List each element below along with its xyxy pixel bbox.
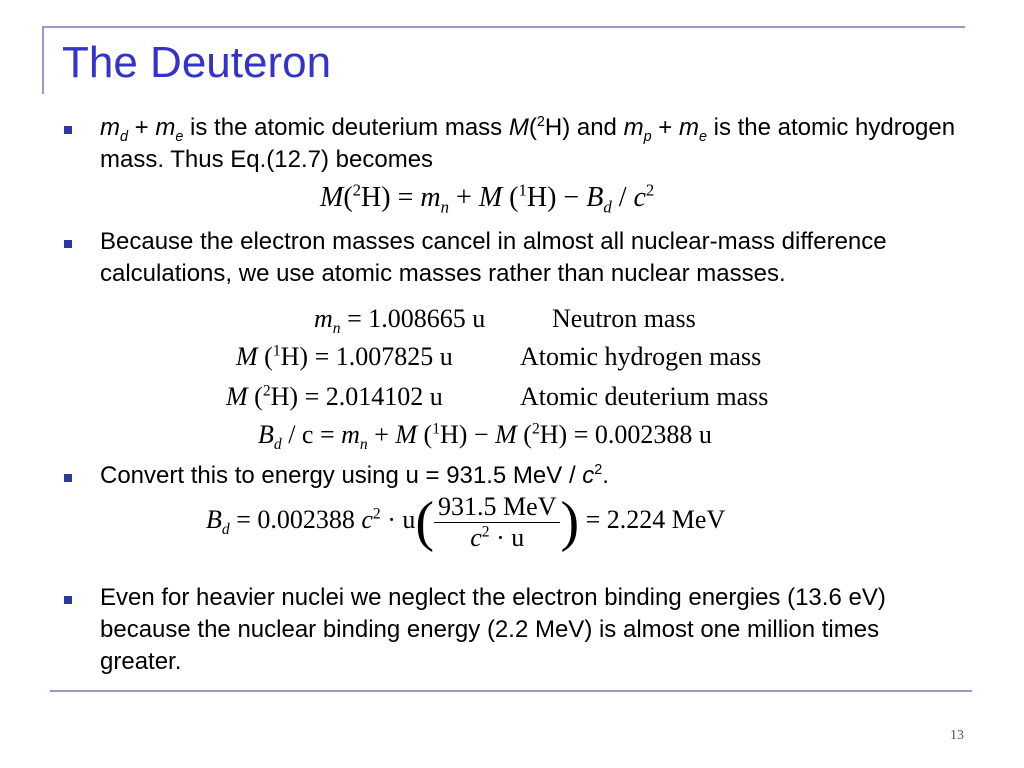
deuterium-mass-equation: M ($^2$H) = 2.014102 u (226, 382, 443, 411)
hydrogen-mass-label: Atomic hydrogen mass (520, 342, 762, 371)
neutron-mass-equation: $m_n = 1.008665$ u (314, 304, 486, 338)
bullet-marker (64, 126, 72, 134)
top-rule (42, 26, 965, 28)
fraction: $\frac{\text{931.5 MeV}}{c^2 \cdot u}$ (434, 492, 560, 553)
left-rule (42, 26, 44, 94)
neutron-mass-label: Neutron mass (552, 304, 696, 333)
bullet-marker (64, 240, 72, 248)
bullet-2-text: Because the electron masses cancel in almost all nuclear-mass difference calculations, we use atomic masses rather than nuclear masses. (100, 228, 887, 287)
bullet-marker (64, 474, 72, 482)
energy-conversion-equation: $B_d = 0.002388$ $c^2 \cdot u$( $\frac{\text{931.5 MeV}}{c^2 \cdot u}$ ) = 2.224 MeV (206, 491, 726, 553)
bottom-rule (50, 690, 972, 692)
equation-deuteron-mass: $M(^2H) = m_n + M$ $(^1H) - B_d / c^2$ (320, 180, 655, 217)
deuterium-mass-label: Atomic deuterium mass (520, 382, 769, 411)
binding-energy-mass-equation: $B_d / c = m_n + M$ ($^1$H) − M ($^2$H) = 0.002388 u (258, 420, 712, 454)
bullet-4-text: Even for heavier nuclei we neglect the electron binding energies (13.6 eV) because the nuclear binding energy (2.2 MeV) is almost one million times greater. (100, 584, 886, 675)
hydrogen-mass-equation: M ($^1$H) = 1.007825 u (236, 342, 453, 371)
bullet-marker (64, 596, 72, 604)
page-number: 13 (950, 728, 964, 743)
slide-title: The Deuteron (62, 38, 332, 87)
bullet-1-text: $m_d + m_e$ is the atomic deuterium mass M($^2$H) and $m_p + m_e$ is the atomic hydrogen mass. Thus Eq.(12.7) becomes (100, 114, 956, 173)
bullet-3-text: Convert this to energy using u = 931.5 MeV / $c^2$. (100, 462, 609, 489)
